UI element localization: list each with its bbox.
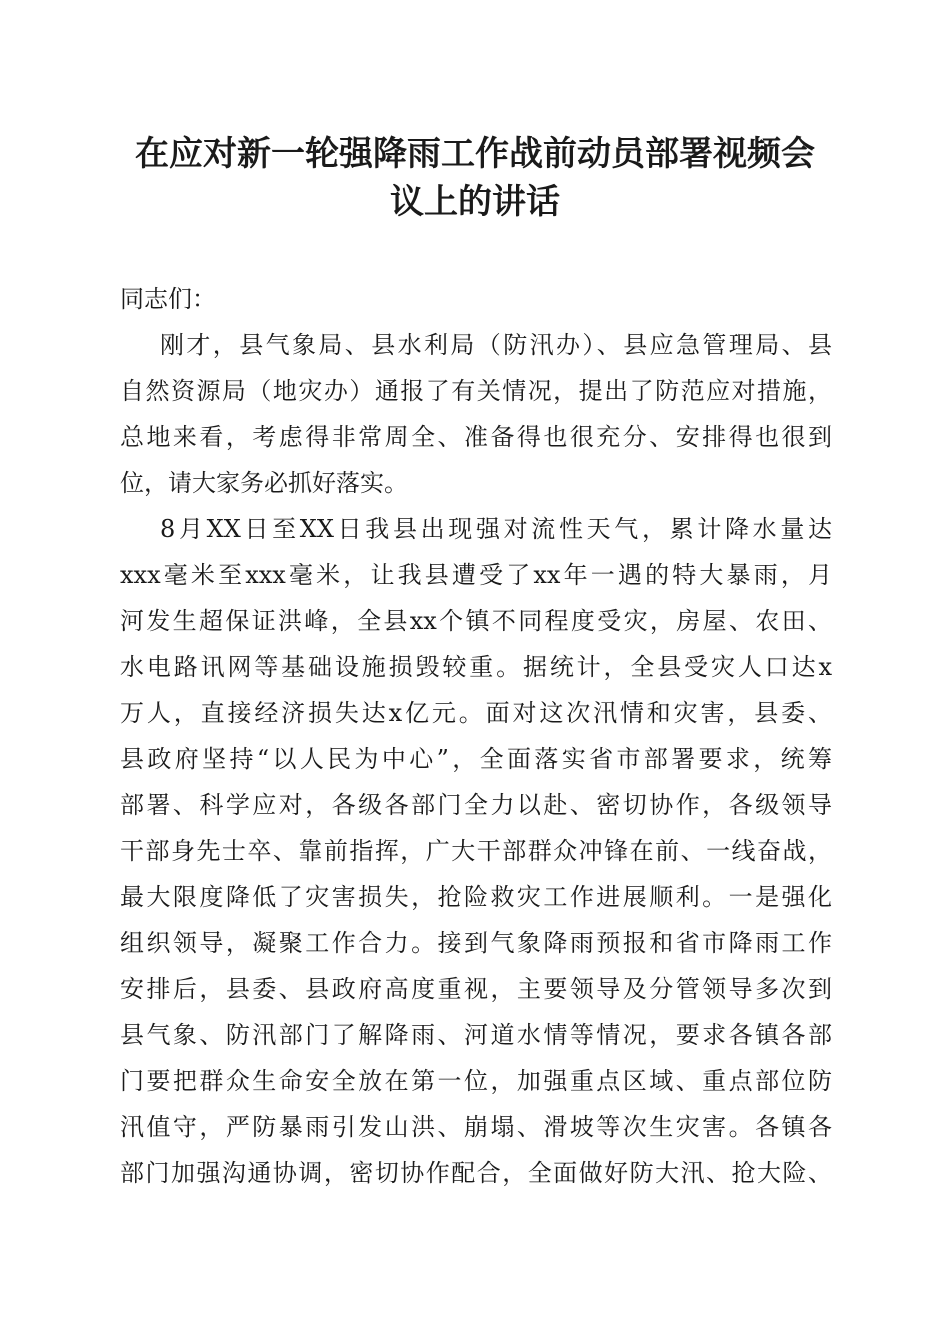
paragraph-line: 安排后，县委、县政府高度重视，主要领导及分管领导多次到 — [120, 975, 832, 1003]
paragraph-line: 干部身先士卒、靠前指挥，广大干部群众冲锋在前、一线奋战， — [120, 837, 832, 865]
paragraph-line: 门要把群众生命安全放在第一位，加强重点区域、重点部位防 — [120, 1067, 832, 1095]
paragraph-line: 河发生超保证洪峰，全县xx个镇不同程度受灾，房屋、农田、 — [120, 607, 832, 635]
paragraph-line: 总地来看，考虑得非常周全、准备得也很充分、安排得也很到 — [120, 423, 832, 451]
paragraph-line: 县政府坚持“以人民为中心”，全面落实省市部署要求，统筹 — [120, 745, 832, 773]
paragraph-line: 最大限度降低了灾害损失，抢险救灾工作进展顺利。一是强化 — [120, 883, 832, 911]
paragraph-line: 自然资源局（地灾办）通报了有关情况，提出了防范应对措施， — [120, 377, 832, 405]
document-body — [120, 276, 832, 1196]
paragraph-line: 8月XX日至XX日我县出现强对流性天气，累计降水量达 — [160, 515, 832, 543]
paragraph-line: 汛值守，严防暴雨引发山洪、崩塌、滑坡等次生灾害。各镇各 — [120, 1113, 832, 1141]
salutation: 同志们： — [120, 285, 216, 313]
paragraph-2 — [120, 506, 832, 1196]
paragraph-line: 刚才，县气象局、县水利局（防汛办）、县应急管理局、县 — [160, 331, 832, 359]
paragraph-line: 组织领导，凝聚工作合力。接到气象降雨预报和省市降雨工作 — [120, 929, 832, 957]
document-title — [100, 130, 850, 226]
paragraph-line: xxx毫米至xxx毫米，让我县遭受了xx年一遇的特大暴雨，月 — [120, 561, 832, 589]
paragraph-line: 县气象、防汛部门了解降雨、河道水情等情况，要求各镇各部 — [120, 1021, 832, 1049]
title-line-1: 在应对新一轮强降雨工作战前动员部署视频会 — [135, 134, 815, 174]
paragraph-line: 万人，直接经济损失达x亿元。面对这次汛情和灾害，县委、 — [120, 699, 832, 727]
paragraph-line: 部门加强沟通协调，密切协作配合，全面做好防大汛、抢大险、 — [120, 1159, 832, 1187]
paragraph-1 — [120, 322, 832, 506]
paragraph-line: 位，请大家务必抓好落实。 — [120, 469, 408, 497]
paragraph-line: 部署、科学应对，各级各部门全力以赴、密切协作，各级领导 — [120, 791, 832, 819]
title-line-2: 议上的讲话 — [390, 182, 560, 222]
paragraph-line: 水电路讯网等基础设施损毁较重。据统计，全县受灾人口达x — [120, 653, 832, 681]
